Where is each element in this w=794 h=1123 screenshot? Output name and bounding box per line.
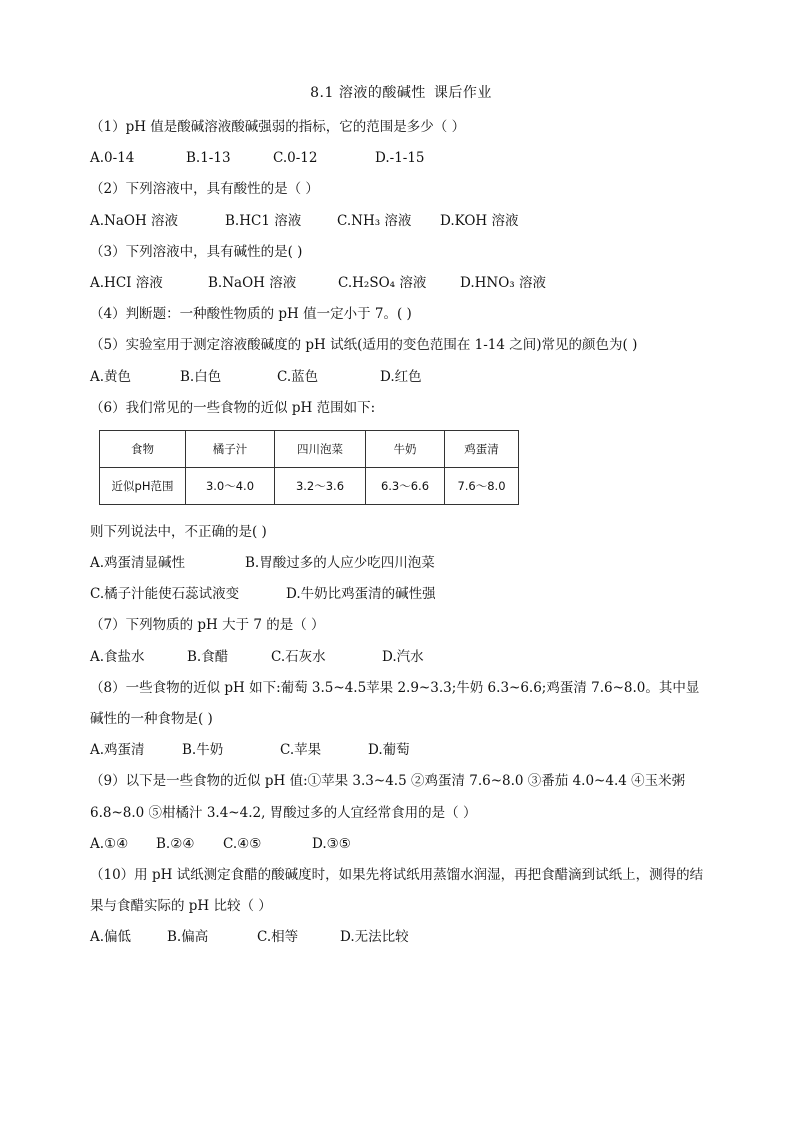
option-b: B.胃酸过多的人应少吃四川泡菜 [245,555,435,572]
table-cell: 6.3～6.6 [366,467,445,504]
option-a: A.鸡蛋清 [90,742,145,759]
table-cell: 7.6～8.0 [445,467,519,504]
table-cell: 3.0～4.0 [186,467,275,504]
option-a: A.鸡蛋清显碱性 [90,555,186,572]
option-b: B.NaOH 溶液 [208,274,297,291]
option-b: B.1-13 [186,150,231,167]
option-b: B.白色 [180,368,222,385]
options-1 [90,143,710,174]
option-c: C.蓝色 [277,368,319,385]
table-cell: 食物 [100,430,186,467]
option-c: C.橘子汁能使石蕊试液变 [90,586,240,603]
question-7: （7）下列物质的 pH 大于 7 的是（ ） [90,617,325,634]
options-5 [90,362,710,393]
option-a: A.NaOH 溶液 [90,212,179,229]
option-d: D.-1-15 [375,150,425,167]
title-main: 8.1 溶液的酸碱性 [310,85,426,101]
question-5: （5）实验室用于测定溶液酸碱度的 pH 试纸(适用的变色范围在 1-14 之间)常见的颜色为( ) [90,337,638,354]
option-d: D.HNO₃ 溶液 [460,274,546,291]
title-sub: 课后作业 [433,85,492,101]
table-row [100,467,519,504]
option-d: D.牛奶比鸡蛋清的碱性强 [286,586,436,603]
option-b: B.②④ [156,835,195,852]
options-2 [90,206,710,237]
option-c: C.0-12 [273,150,318,167]
question-2: （2）下列溶液中，具有酸性的是（ ） [90,181,319,198]
question-6-follow: 则下列说法中，不正确的是( ) [90,523,267,540]
question-6: （6）我们常见的一些食物的近似 pH 范围如下: [90,399,376,416]
question-4: （4）判断题：一种酸性物质的 pH 值一定小于 7。( ) [90,306,412,323]
table-cell: 橘子汁 [186,430,275,467]
option-a: A.①④ [90,835,129,852]
question-1: （1）pH 值是酸碱溶液酸碱强弱的指标，它的范围是多少（ ） [90,119,466,135]
options-3 [90,268,710,299]
table-cell: 鸡蛋清 [445,430,519,467]
question-list [90,112,710,954]
table-cell: 3.2～3.6 [275,467,366,504]
option-c: C.苹果 [280,742,322,759]
option-d: D.③⑤ [312,835,351,852]
option-b: B.HC1 溶液 [225,212,302,229]
options-8 [90,735,710,766]
table-cell: 四川泡菜 [275,430,366,467]
options-10 [90,922,710,953]
option-c: C.④⑤ [223,835,262,852]
table-cell: 近似pH范围 [100,467,186,504]
option-c: C.相等 [257,929,299,946]
question-8: （8）一些食物的近似 pH 如下:葡萄 3.5~4.5苹果 2.9~3.3;牛奶 6.3~6.6;鸡蛋清 7.6~8.0。其中显碱性的一种食物是( ) [90,679,700,728]
option-d: D.葡萄 [368,742,410,759]
options-6a [90,548,710,579]
option-a: A.0-14 [90,150,135,167]
option-c: C.NH₃ 溶液 [337,212,412,229]
option-a: A.黄色 [90,368,132,385]
options-7 [90,642,710,673]
option-a: A.偏低 [90,929,132,946]
option-d: D.汽水 [382,648,424,665]
question-3: （3）下列溶液中，具有碱性的是( ) [90,243,303,260]
option-c: C.石灰水 [271,648,326,665]
table-cell: 牛奶 [366,430,445,467]
option-b: B.偏高 [167,929,209,946]
page-title [0,82,794,102]
table-header-row [100,430,519,467]
option-b: B.牛奶 [182,742,224,759]
option-c: C.H₂SO₄ 溶液 [338,274,427,291]
option-a: A.食盐水 [90,648,145,665]
options-6b [90,579,710,610]
question-10: （10）用 pH 试纸测定食醋的酸碱度时，如果先将试纸用蒸馏水润湿，再把食醋滴到试纸上，测得的结果与食醋实际的 pH 比较（ ） [90,867,704,915]
question-9: （9）以下是一些食物的近似 pH 值:①苹果 3.3~4.5 ②鸡蛋清 7.6~8.0 ③番茄 4.0~4.4 ④玉米粥 6.8~8.0 ⑤柑橘汁 3.4~4.2, 胃酸过多的人宜经常食用的是（ ） [90,773,686,821]
option-b: B.食醋 [187,648,229,665]
option-d: D.无法比较 [340,929,409,946]
option-a: A.HCI 溶液 [90,274,163,291]
option-d: D.红色 [380,368,422,385]
options-9 [90,829,710,860]
ph-table [99,430,519,505]
option-d: D.KOH 溶液 [440,212,519,229]
